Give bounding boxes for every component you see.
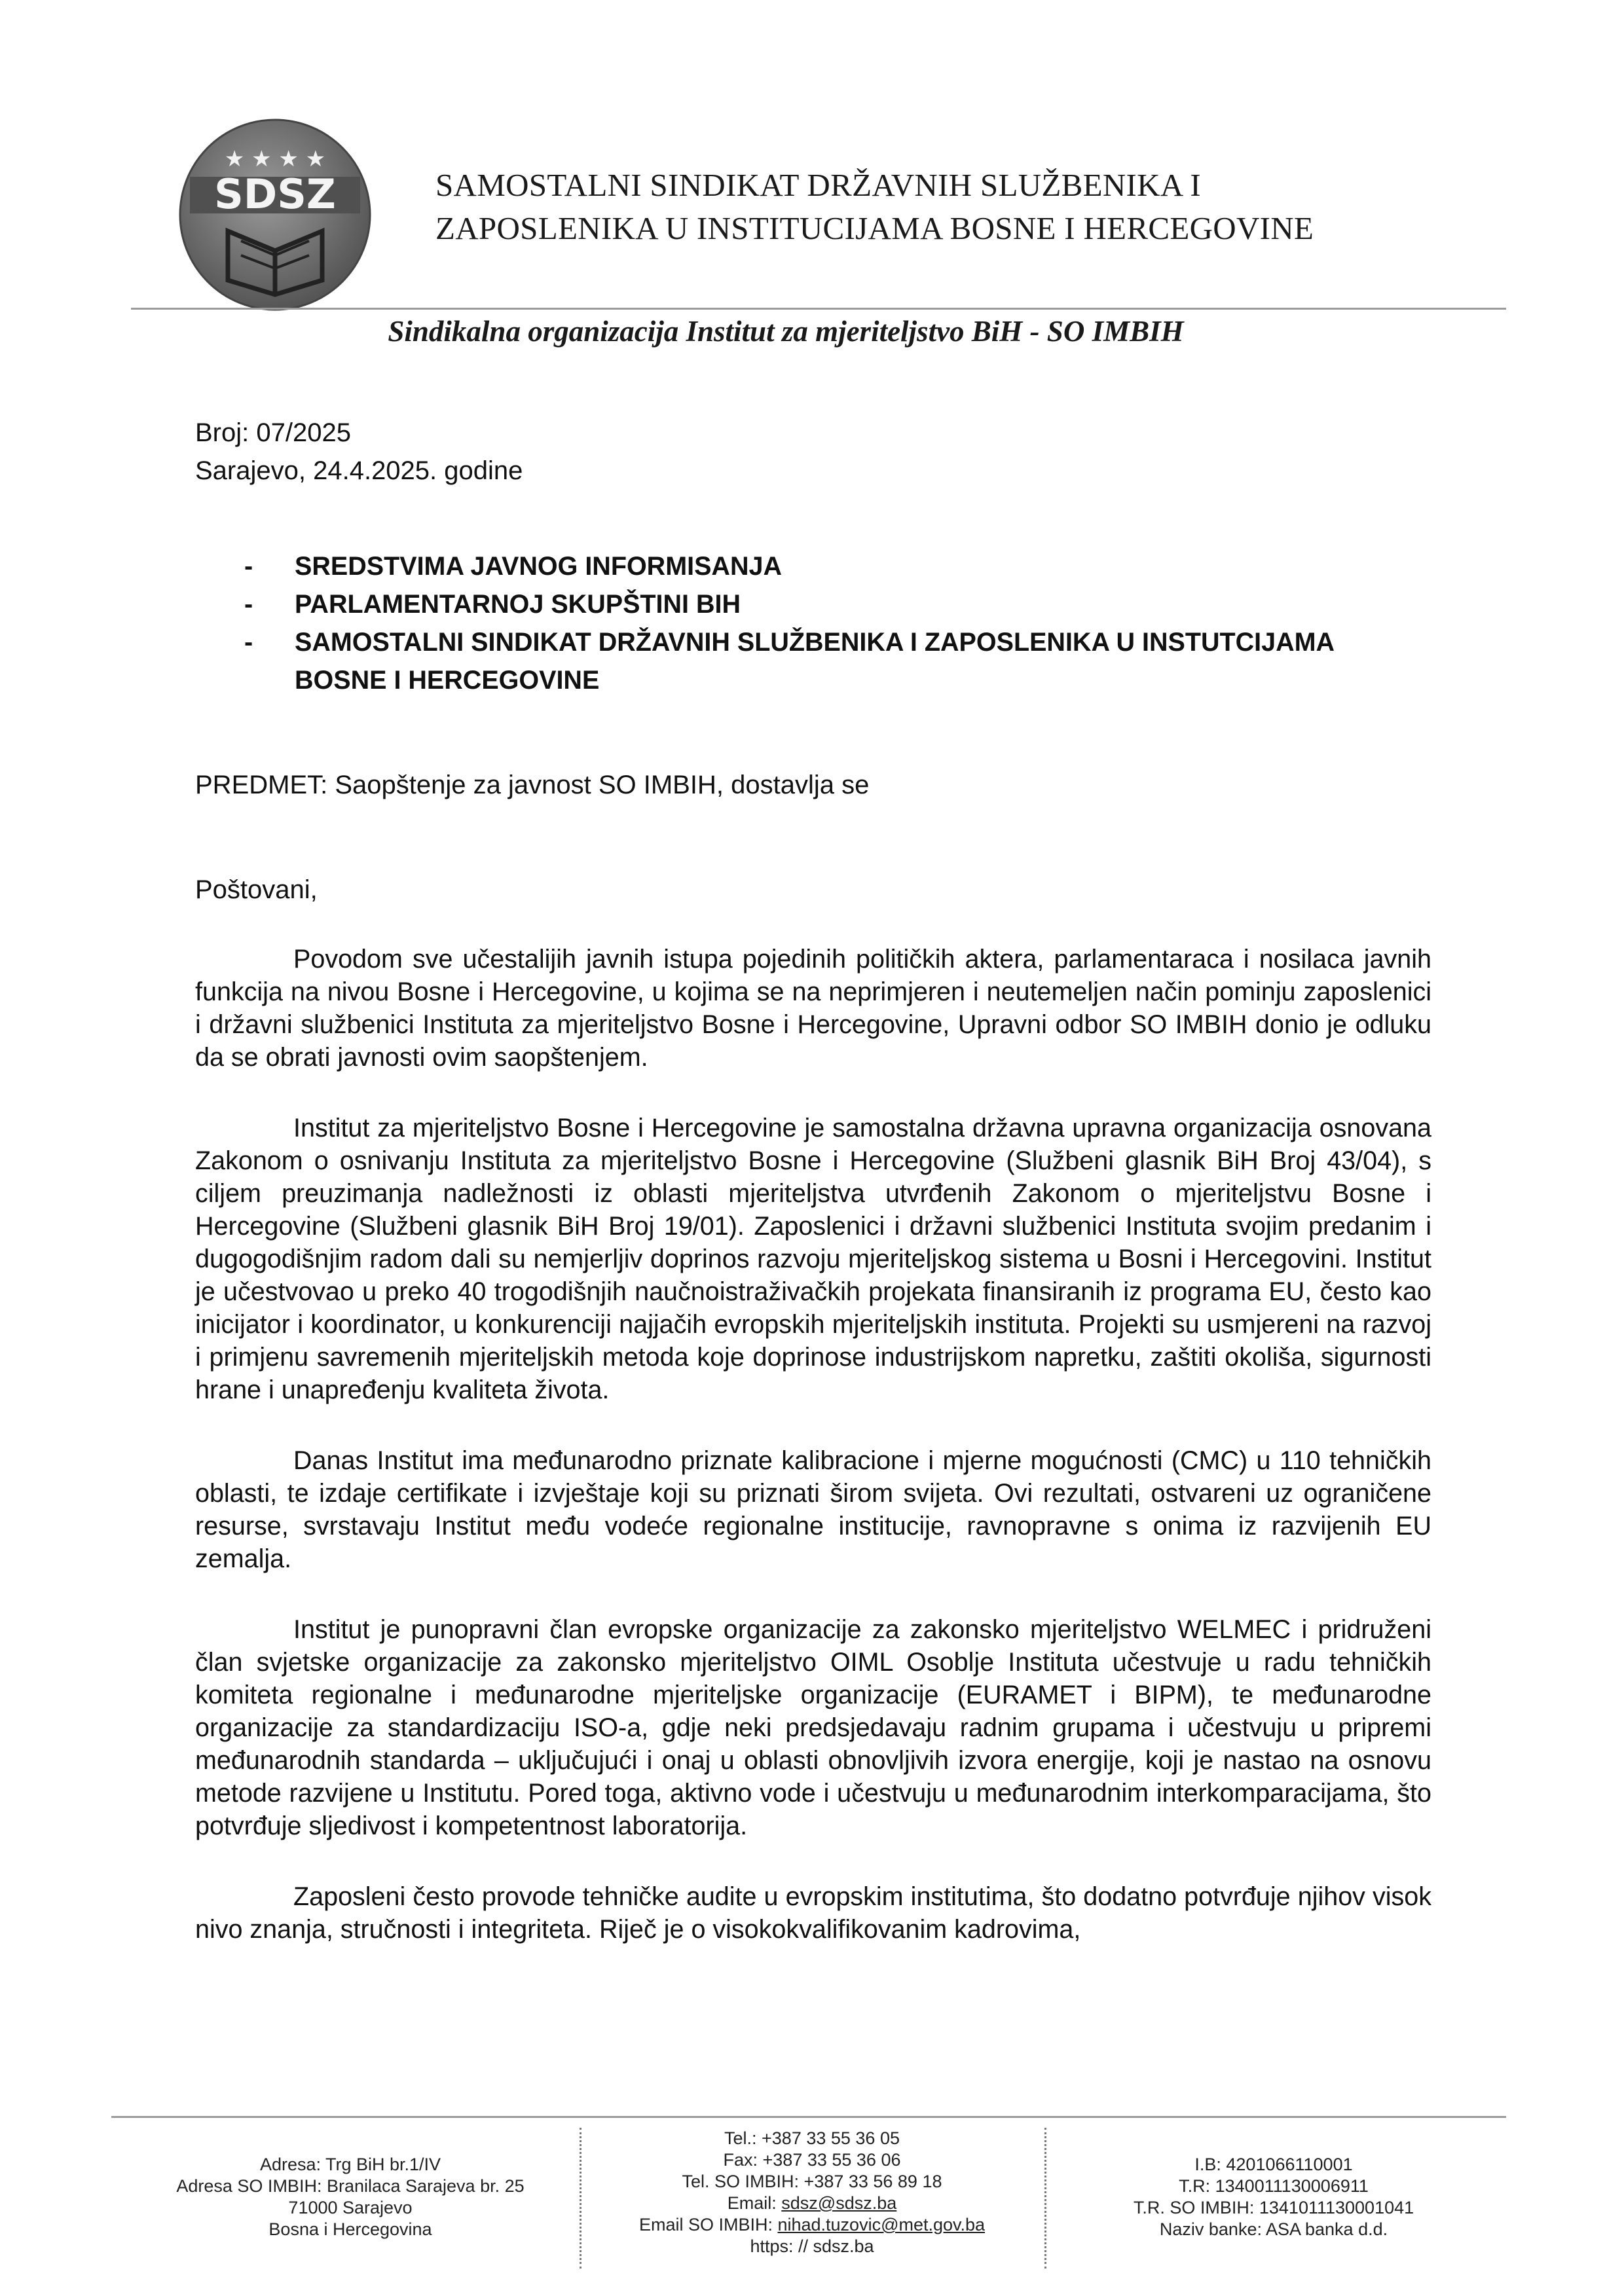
list-dash: -: [244, 590, 253, 619]
sdsz-logo: [177, 117, 373, 313]
greeting: Poštovani,: [195, 875, 318, 904]
footer-email-label: Email:: [727, 2193, 782, 2213]
logo-stars: ★ ★ ★ ★: [224, 146, 326, 172]
document-meta: [195, 414, 523, 490]
document-place-date: Sarajevo, 24.4.2025. godine: [195, 456, 523, 485]
footer-bank-line: T.R. SO IMBIH: 1341011130001041: [1133, 2198, 1414, 2217]
recipient-text: SAMOSTALNI SINDIKAT DRŽAVNIH SLUŽBENIKA I ZAPOSLENIKA U INSTUTCIJAMA BOSNE I HERCEGOVINE: [295, 628, 1334, 695]
footer-tel: Tel.: +387 33 55 36 05: [724, 2128, 900, 2148]
footer-address: [124, 2154, 576, 2240]
footer-email-link[interactable]: sdsz@sdsz.ba: [781, 2193, 897, 2213]
footer-bank-line: I.B: 4201066110001: [1194, 2155, 1353, 2174]
body-paragraph: Institut za mjeriteljstvo Bosne i Hercegovine je samostalna državna upravna organizacija osnovana Zakonom o osnivanju Instituta za mjeriteljstvo Bosne i Hercegovine (Službeni glasnik BiH Broj 43/04), s ciljem preuzimanja nadležnosti iz oblasti mjeriteljstva utvrđenih Zakonom o mjeriteljstvu Bosne i Hercegovine (Službeni glasnik BiH Broj 19/01). Zaposlenici i državni službenici Instituta svojim predanim i dugogodišnjim radom dali su nemjerljiv doprinos razvoju mjeriteljskog sistema u Bosni i Hercegovini. Institut je učestvovao u preko 40 trogodišnjih naučnoistraživačkih projekata finansiranih iz programa EU, često kao inicijator i koordinator, u konkurenciji najjačih evropskih mjeriteljskih instituta. Projekti su usmjereni na razvoj i primjenu savremenih mjeriteljskih metoda koje doprinose industrijskom napretku, zaštiti okoliša, sigurnosti hrane i unapređenju kvaliteta života.: [195, 1114, 1431, 1404]
header-divider: [131, 308, 1506, 310]
logo-text: SDSZ: [214, 170, 336, 218]
list-dash: -: [244, 628, 253, 657]
footer-separator: [580, 2128, 581, 2269]
footer-fax: Fax: +387 33 55 36 06: [723, 2150, 901, 2170]
footer-address-line: 71000 Sarajevo: [288, 2198, 413, 2217]
body-paragraph: Povodom sve učestalijih javnih istupa pojedinih političkih aktera, parlamentaraca i nosilaca javnih funkcija na nivou Bosne i Hercegovine, u kojima se na neprimjeren i neutemeljen način pominju zaposlenici i državni službenici Instituta za mjeriteljstvo Bosne i Hercegovine, Upravni odbor SO IMBIH donio je odluku da se obrati javnosti ovim saopštenjem.: [195, 945, 1431, 1072]
body-paragraph: Danas Institut ima međunarodno priznate kalibracione i mjerne mogućnosti (CMC) u 110 tehničkih oblasti, te izdaje certifikate i izvještaje koji su priznati širom svijeta. Ovi rezultati, ostvareni uz ograničene resurse, svrstavaju Institut među vodeće regionalne institucije, ravnopravne s onima iz razvijenih EU zemalja.: [195, 1446, 1431, 1573]
letter-body: [195, 943, 1431, 1984]
footer-bank-line: T.R: 1340011130006911: [1179, 2176, 1369, 2196]
subject-line: PREDMET: Saopštenje za javnost SO IMBIH, dostavlja se: [195, 771, 870, 799]
footer-email-so-label: Email SO IMBIH:: [638, 2215, 778, 2234]
footer-email-so-row: [583, 2214, 1041, 2236]
document-number: Broj: 07/2025: [195, 418, 351, 447]
footer-email-row: [583, 2193, 1041, 2214]
footer-email-so-link[interactable]: nihad.tuzovic@met.gov.ba: [777, 2215, 986, 2234]
recipient-item: [246, 585, 1378, 623]
footer-address-line: Adresa: Trg BiH br.1/IV: [259, 2155, 441, 2174]
union-title: [435, 164, 1314, 250]
union-title-line2: ZAPOSLENIKA U INSTITUCIJAMA BOSNE I HERCEGOVINE: [435, 210, 1314, 246]
body-paragraph: Institut je punopravni član evropske organizacije za zakonsko mjeriteljstvo WELMEC i pridruženi član svjetske organizacije za zakonsko mjeriteljstvo OIML Osoblje Instituta učestvuje u radu tehničkih komiteta regionalne i međunarodne mjeriteljske organizacije (EURAMET i BIPM), te međunarodne organizacije za standardizaciju ISO-a, gdje neki predsjedavaju radnim grupama i učestvuju u pripremi međunarodnih standarda – uključujući i onaj u oblasti obnovljivih izvora energije, koji je nastao na osnovu metode razvijene u Institutu. Pored toga, aktivno vode i učestvuju u međunarodnim interkomparacijama, što potvrđuje sljedivost i kompetentnost laboratorija.: [195, 1615, 1431, 1840]
list-dash: -: [244, 552, 253, 581]
recipient-text: SREDSTVIMA JAVNOG INFORMISANJA: [295, 552, 782, 581]
recipient-list: [246, 547, 1378, 699]
footer-bank-line: Naziv banke: ASA banka d.d.: [1159, 2219, 1388, 2239]
footer-address-line: Adresa SO IMBIH: Branilaca Sarajeva br. 25: [176, 2176, 525, 2196]
recipient-text: PARLAMENTARNOJ SKUPŠTINI BIH: [295, 590, 741, 619]
footer-bank: [1048, 2154, 1500, 2240]
union-title-line1: SAMOSTALNI SINDIKAT DRŽAVNIH SLUŽBENIKA I: [435, 167, 1201, 203]
footer-contact: [583, 2128, 1041, 2257]
footer-divider: [111, 2116, 1506, 2118]
footer-separator: [1044, 2128, 1046, 2269]
recipient-item: [246, 623, 1378, 699]
organization-subtitle: Sindikalna organizacija Institut za mjeriteljstvo BiH - SO IMBIH: [388, 315, 1184, 348]
body-paragraph: Zaposleni često provode tehničke audite u evropskim institutima, što dodatno potvrđuje njihov visok nivo znanja, stručnosti i integriteta. Riječ je o visokokvalifikovanim kadrovima,: [195, 1882, 1431, 1944]
recipient-item: [246, 547, 1378, 585]
footer-website-link[interactable]: https: // sdsz.ba: [750, 2236, 874, 2256]
footer-tel-so: Tel. SO IMBIH: +387 33 56 89 18: [682, 2172, 942, 2191]
footer-address-line: Bosna i Hercegovina: [268, 2219, 432, 2239]
